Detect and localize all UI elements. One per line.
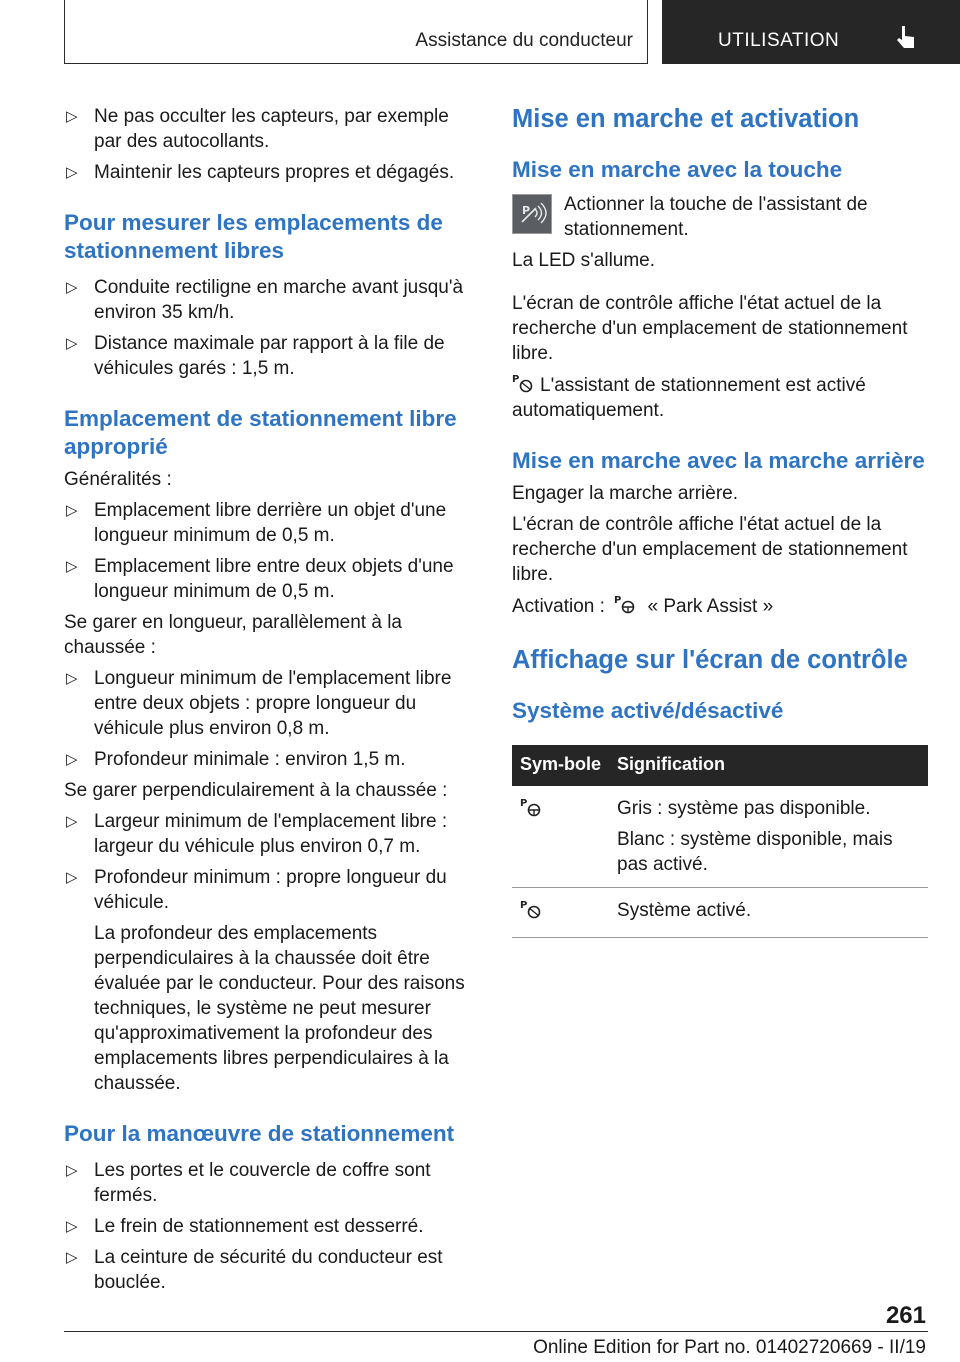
intro-bullet-list: [64, 104, 480, 185]
table-row: [512, 888, 928, 938]
table-header-row: [512, 745, 928, 786]
perpendicular-bullet-list: [64, 809, 480, 915]
triangle-bullet-icon: ▷: [66, 558, 78, 575]
park-assist-icon: [614, 593, 638, 615]
list-item: ▷ Largeur minimum de l'emplacement libre : largeur du véhicule plus environ 0,7 m.: [66, 811, 448, 857]
list-item: ▷ Emplacement libre derrière un objet d'une longueur minimum de 0,5 m.: [66, 500, 447, 546]
perpendicular-label: Se garer perpendiculairement à la chaussée :: [64, 780, 448, 801]
screen-text: L'écran de contrôle affiche l'état actuel de la recherche d'un emplacement de stationnement libre.: [512, 514, 908, 585]
right-column: [512, 104, 928, 938]
perpendicular-note: La profondeur des emplacements perpendiculaires à la chaussée doit être évaluée par le conducteur. Pour des raisons techniques, le système ne peut mesurer qu'approximativement la profondeur des emplacements libres perpendiculaires à la chaussée.: [94, 923, 465, 1094]
triangle-bullet-icon: ▷: [66, 1218, 78, 1235]
symbol-cell: [512, 786, 609, 888]
parallel-label: Se garer en longueur, parallèlement à la chaussée :: [64, 612, 403, 658]
button-heading: Mise en marche avec la touche: [512, 157, 843, 182]
svg-text:P: P: [520, 900, 528, 911]
list-item: ▷ Distance maximale par rapport à la file de véhicules garés : 1,5 m.: [66, 333, 445, 379]
measure-heading: Pour mesurer les emplacements de stationnement libres: [64, 210, 443, 263]
led-text: La LED s'allume.: [512, 250, 656, 271]
list-item: ▷ Emplacement libre entre deux objets d'une longueur minimum de 0,5 m.: [66, 556, 454, 602]
list-item: ▷ Ne pas occulter les capteurs, par exemple par des autocollants.: [66, 106, 449, 152]
display-heading: Affichage sur l'écran de contrôle: [512, 646, 908, 674]
symbol-table: [512, 745, 928, 938]
list-item: ▷ Longueur minimum de l'emplacement libre entre deux objets : propre longueur du véhicule plus environ 0,8 m.: [66, 668, 452, 739]
svg-text:P: P: [522, 204, 531, 217]
status-heading: Système activé/désactivé: [512, 698, 784, 723]
list-item: ▷ Profondeur minimale : environ 1,5 m.: [66, 749, 406, 770]
triangle-bullet-icon: ▷: [66, 1162, 78, 1179]
park-assist-active-icon: [512, 372, 536, 394]
triangle-bullet-icon: ▷: [66, 869, 78, 886]
chapter-title: UTILISATION: [718, 30, 840, 51]
section-title: Assistance du conducteur: [415, 30, 633, 51]
list-item: ▷ Le frein de stationnement est desserré.: [66, 1216, 424, 1237]
triangle-bullet-icon: ▷: [66, 164, 78, 181]
general-label: Généralités :: [64, 469, 172, 490]
triangle-bullet-icon: ▷: [66, 751, 78, 768]
edition-text: Online Edition for Part no. 01402720669 - II/19: [533, 1337, 926, 1358]
symbol-cell: [512, 888, 609, 938]
measure-bullet-list: [64, 275, 480, 381]
screen-text: L'écran de contrôle affiche l'état actuel de la recherche d'un emplacement de stationnement libre.: [512, 293, 908, 364]
svg-text:P: P: [614, 595, 622, 606]
maneuver-heading: Pour la manœuvre de stationnement: [64, 1121, 455, 1146]
space-heading: Emplacement de stationnement libre approprié: [64, 406, 457, 459]
triangle-bullet-icon: ▷: [66, 335, 78, 352]
table-row: [512, 786, 928, 888]
list-item: ▷ Les portes et le couvercle de coffre sont fermés.: [66, 1160, 431, 1206]
activation-value: « Park Assist »: [647, 596, 774, 617]
footer-divider: [64, 1331, 928, 1332]
triangle-bullet-icon: ▷: [66, 279, 78, 296]
park-assist-button-icon: [512, 194, 552, 234]
meaning-cell: Système activé.: [609, 888, 928, 938]
activation-line: [512, 593, 928, 619]
button-text: Actionner la touche de l'assistant de stationnement.: [564, 194, 868, 240]
col-meaning-header: Signification: [609, 745, 928, 786]
svg-text:P: P: [512, 374, 520, 385]
page-number: 261: [885, 1302, 926, 1329]
park-assist-icon: [520, 796, 544, 818]
activation-label: Activation :: [512, 596, 605, 617]
triangle-bullet-icon: ▷: [66, 502, 78, 519]
reverse-text: Engager la marche arrière.: [512, 483, 738, 504]
reverse-heading: Mise en marche avec la marche arrière: [512, 448, 925, 473]
svg-text:P: P: [520, 798, 528, 809]
left-column: [64, 104, 480, 1295]
triangle-bullet-icon: ▷: [66, 670, 78, 687]
park-assist-active-icon: [520, 898, 544, 920]
triangle-bullet-icon: ▷: [66, 1249, 78, 1266]
list-item: ▷ Profondeur minimum : propre longueur du véhicule.: [66, 867, 447, 913]
chapter-tab: [662, 0, 960, 64]
header-section-box: [64, 0, 648, 64]
list-item: ▷ Conduite rectiligne en marche avant jusqu'à environ 35 km/h.: [66, 277, 464, 323]
start-heading: Mise en marche et activation: [512, 105, 860, 133]
auto-text: P L'assistant de stationnement est activé automatiquement.: [512, 374, 866, 421]
triangle-bullet-icon: ▷: [66, 813, 78, 830]
hand-pointer-icon: [894, 24, 918, 52]
parallel-bullet-list: [64, 666, 480, 772]
meaning-cell: Gris : système pas disponible. Blanc : système disponible, mais pas activé.: [609, 786, 928, 888]
col-symbol-header: Sym‑bole: [512, 745, 609, 786]
button-instruction: [512, 192, 928, 242]
maneuver-bullet-list: [64, 1158, 480, 1295]
triangle-bullet-icon: ▷: [66, 108, 78, 125]
list-item: ▷ Maintenir les capteurs propres et dégagés.: [66, 162, 455, 183]
general-bullet-list: [64, 498, 480, 604]
list-item: ▷ La ceinture de sécurité du conducteur est bouclée.: [66, 1247, 443, 1293]
